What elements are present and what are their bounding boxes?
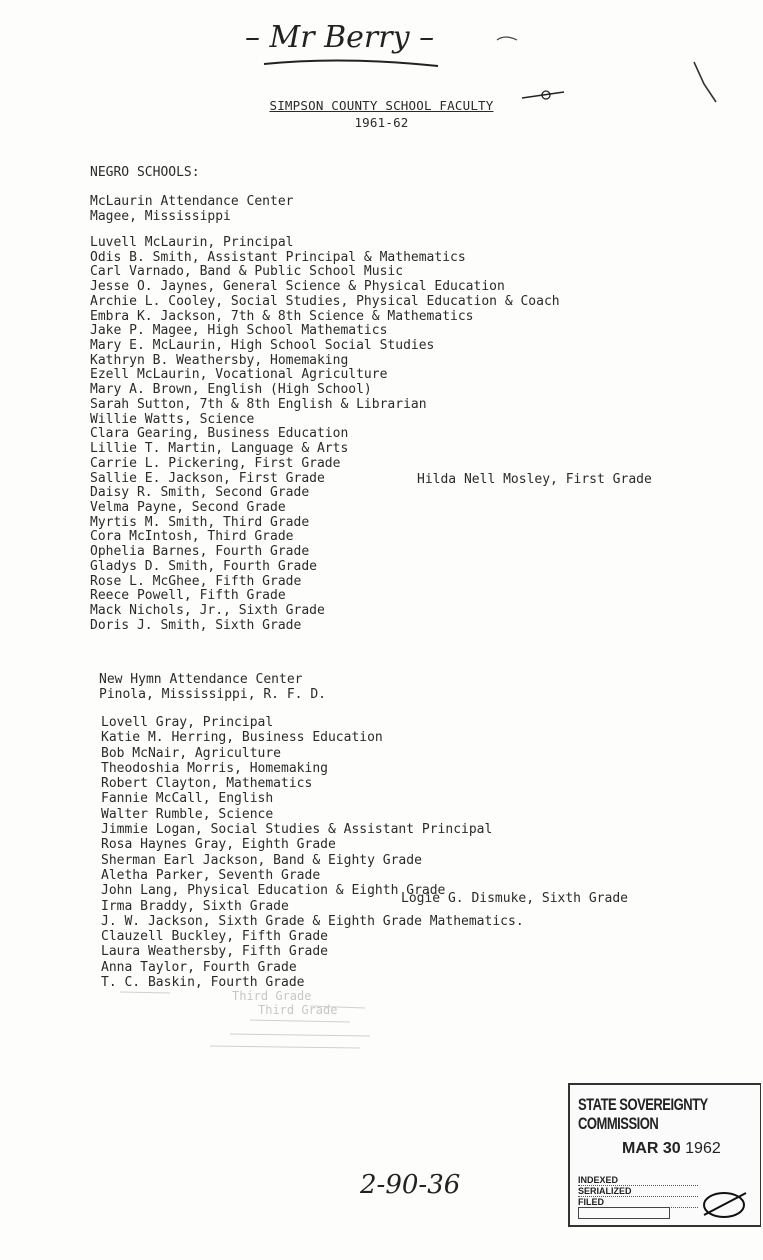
faculty-entry: Theodoshia Morris, Homemaking bbox=[101, 760, 328, 776]
stamp-line: FILED bbox=[578, 1197, 698, 1208]
stamp-title: STATE SOVEREIGNTY COMMISSION bbox=[578, 1095, 708, 1133]
school1-location: Magee, Mississippi bbox=[90, 209, 231, 224]
faculty-entry: Sallie E. Jackson, First Grade bbox=[90, 470, 325, 486]
faculty-entry: Cora McIntosh, Third Grade bbox=[90, 529, 294, 545]
faculty-entry: Embra K. Jackson, 7th & 8th Science & Mathematics bbox=[90, 308, 474, 324]
faculty-entry: Ophelia Barnes, Fourth Grade bbox=[90, 544, 310, 560]
faculty-entry: Carl Varnado, Band & Public School Music bbox=[90, 264, 404, 280]
faculty-entry: Gladys D. Smith, Fourth Grade bbox=[90, 558, 317, 574]
faculty-entry: Velma Payne, Second Grade bbox=[90, 499, 286, 515]
stamp-date-month-day: MAR 30 bbox=[622, 1140, 681, 1157]
faculty-entry: Robert Clayton, Mathematics bbox=[101, 776, 313, 792]
faculty-entry: Sarah Sutton, 7th & 8th English & Librarian bbox=[90, 396, 427, 412]
faculty-entry: Jesse O. Jaynes, General Science & Physical Education bbox=[90, 279, 505, 295]
faculty-entry: Laura Weathersby, Fifth Grade bbox=[101, 944, 328, 960]
faculty-entry: Daisy R. Smith, Second Grade bbox=[90, 485, 310, 501]
faculty-entry: Irma Braddy, Sixth Grade bbox=[101, 898, 289, 914]
faded-entry: Third Grade bbox=[258, 1003, 338, 1017]
faculty-entry: Clauzell Buckley, Fifth Grade bbox=[101, 929, 328, 945]
faculty-entry: Rosa Haynes Gray, Eighth Grade bbox=[101, 837, 336, 853]
faculty-entry: Jake P. Magee, High School Mathematics bbox=[90, 323, 388, 339]
faculty-entry: Kathryn B. Weathersby, Homemaking bbox=[90, 352, 349, 368]
faculty-entry: Luvell McLaurin, Principal bbox=[90, 235, 294, 250]
title-strike-mark bbox=[520, 86, 570, 106]
faculty-entry: Ezell McLaurin, Vocational Agriculture bbox=[90, 367, 388, 383]
school2-name: New Hymn Attendance Center bbox=[99, 672, 303, 687]
faculty-entry: John Lang, Physical Education & Eighth Grade bbox=[101, 883, 446, 899]
school2-side-entry: Logie G. Dismuke, Sixth Grade bbox=[401, 891, 628, 906]
faculty-entry: Carrie L. Pickering, First Grade bbox=[90, 455, 341, 471]
faculty-entry: Mary E. McLaurin, High School Social Studies bbox=[90, 338, 435, 354]
faculty-entry: Jimmie Logan, Social Studies & Assistant Principal bbox=[101, 822, 493, 838]
faculty-entry: Fannie McCall, English bbox=[101, 791, 274, 807]
faculty-entry: Katie M. Herring, Business Education bbox=[101, 730, 383, 746]
handwritten-file-number: 2-90-36 bbox=[360, 1170, 461, 1200]
faculty-entry: Bob McNair, Agriculture bbox=[101, 745, 282, 761]
faculty-entry: Odis B. Smith, Assistant Principal & Mathematics bbox=[90, 249, 466, 265]
faculty-entry: Willie Watts, Science bbox=[90, 411, 255, 427]
school-year: 1961-62 bbox=[354, 115, 409, 130]
faculty-entry: Walter Rumble, Science bbox=[101, 806, 274, 822]
faculty-entry: Reece Powell, Fifth Grade bbox=[90, 588, 286, 604]
faded-text-smudge bbox=[110, 986, 390, 1056]
faculty-entry: Mack Nichols, Jr., Sixth Grade bbox=[90, 602, 325, 618]
faculty-entry: Aletha Parker, Seventh Grade bbox=[101, 867, 321, 883]
faculty-entry: Lillie T. Martin, Language & Arts bbox=[90, 441, 349, 457]
faculty-entry: Myrtis M. Smith, Third Grade bbox=[90, 514, 310, 530]
faculty-entry: Rose L. McGhee, Fifth Grade bbox=[90, 573, 302, 589]
school1-side-entry: Hilda Nell Mosley, First Grade bbox=[417, 472, 652, 487]
stamp-line: INDEXED bbox=[578, 1175, 698, 1186]
handwritten-name-note: – Mr Berry – bbox=[245, 20, 435, 55]
school2-location: Pinola, Mississippi, R. F. D. bbox=[99, 687, 326, 702]
stamp-date bbox=[622, 1140, 721, 1158]
stamp-date-year: 1962 bbox=[685, 1140, 721, 1157]
commission-stamp bbox=[568, 1083, 761, 1227]
faculty-entry: Anna Taylor, Fourth Grade bbox=[101, 959, 297, 975]
stamp-box bbox=[578, 1207, 670, 1219]
school1-faculty-list bbox=[90, 236, 560, 633]
faculty-entry: Doris J. Smith, Sixth Grade bbox=[90, 617, 302, 633]
handwritten-initials-mark bbox=[698, 1185, 753, 1223]
faculty-entry: Sherman Earl Jackson, Band & Eighty Grade bbox=[101, 852, 422, 868]
stamp-filing-lines bbox=[578, 1175, 698, 1208]
stamp-line: SERIALIZED bbox=[578, 1186, 698, 1197]
section-label: NEGRO SCHOOLS: bbox=[90, 165, 200, 180]
faculty-entry: Clara Gearing, Business Education bbox=[90, 426, 349, 442]
document-title: SIMPSON COUNTY SCHOOL FACULTY bbox=[269, 98, 494, 113]
school2-faculty-list bbox=[101, 715, 524, 990]
faculty-entry: J. W. Jackson, Sixth Grade & Eighth Grade Mathematics. bbox=[101, 913, 524, 929]
faculty-entry: Archie L. Cooley, Social Studies, Physical Education & Coach bbox=[90, 293, 560, 309]
faded-entry: Third Grade bbox=[232, 989, 312, 1003]
faculty-entry: Lovell Gray, Principal bbox=[101, 715, 274, 730]
handwritten-underline bbox=[262, 52, 442, 72]
faculty-entry: Mary A. Brown, English (High School) bbox=[90, 382, 372, 398]
pen-dash-mark bbox=[495, 34, 520, 44]
school1-name: McLaurin Attendance Center bbox=[90, 194, 294, 209]
faculty-entry: T. C. Baskin, Fourth Grade bbox=[101, 975, 305, 991]
